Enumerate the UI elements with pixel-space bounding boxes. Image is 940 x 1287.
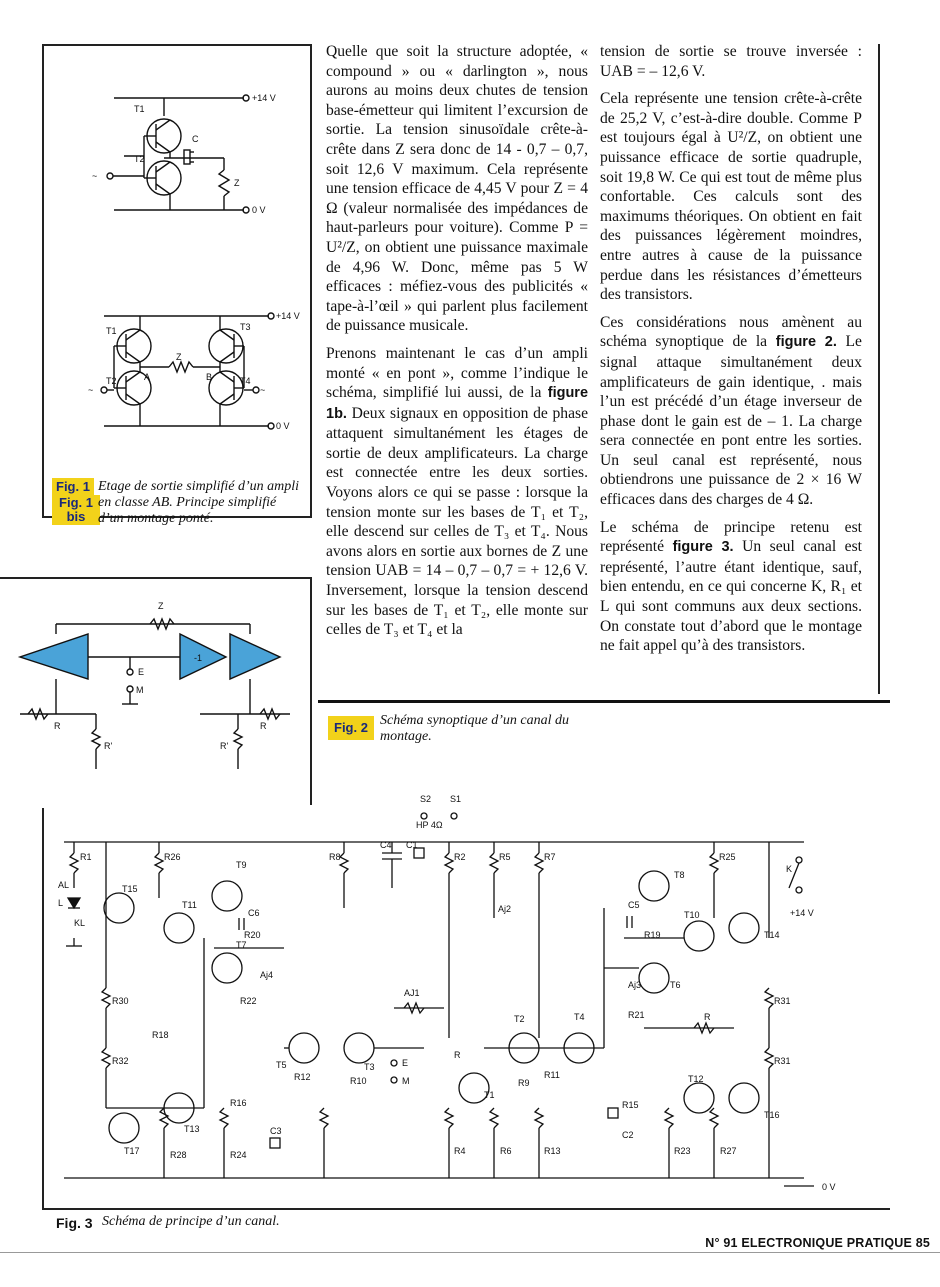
svg-text:A: A: [144, 372, 151, 382]
svg-text:R23: R23: [674, 1146, 691, 1156]
svg-text:R10: R10: [350, 1076, 367, 1086]
svg-text:T12: T12: [688, 1074, 704, 1084]
svg-text:R19: R19: [644, 930, 661, 940]
svg-text:T3: T3: [364, 1062, 375, 1072]
svg-text:R9: R9: [518, 1078, 530, 1088]
svg-text:0 V: 0 V: [822, 1182, 836, 1192]
fig1-caption-a: Etage de sortie simplifié d’un ampli en classe AB.: [98, 479, 300, 510]
svg-text:T2: T2: [514, 1014, 525, 1024]
svg-text:M: M: [402, 1076, 410, 1086]
svg-text:T10: T10: [684, 910, 700, 920]
svg-text:T17: T17: [124, 1146, 140, 1156]
svg-text:C4: C4: [380, 840, 392, 850]
svg-text:-1: -1: [194, 653, 203, 663]
svg-text:R21: R21: [628, 1010, 645, 1020]
fig1-caption-b: Principe simplifié d’un montage ponté.: [98, 495, 277, 526]
figure-ref-2: figure 2.: [775, 334, 837, 351]
svg-text:R20: R20: [244, 930, 261, 940]
fig2-caption: Schéma synoptique d’un canal du montage.: [380, 713, 569, 744]
footer-rule: [0, 1252, 940, 1253]
svg-text:R12: R12: [294, 1072, 311, 1082]
fig3-caption: Schéma de principe d’un canal.: [102, 1214, 280, 1229]
svg-text:T4: T4: [574, 1012, 585, 1022]
fig1-label: Fig. 1: [52, 478, 94, 496]
svg-text:C3: C3: [270, 1126, 282, 1136]
fig1bis-label: Fig. 1 bis: [52, 495, 100, 525]
svg-text:C2: C2: [622, 1130, 634, 1140]
svg-text:T15: T15: [122, 884, 138, 894]
svg-text:R8: R8: [329, 852, 341, 862]
svg-text:R': R': [104, 741, 113, 751]
paragraph-2: Prenons maintenant le cas d’un ampli monté « en pont », comme l’indique le schéma, simplifié lui aussi, de la figure 1b. Deux signaux en opposition de phase attaquent simultanément les étages de sortie de deux amplificateurs. La charge est connectée entre les deux sorties. Voyons alors ce qui se passe : lorsque la tension monte sur les bases de T₁ et T₂, elle descend sur celles de T₃ et T₄. Nous avons alors en sortie aux bornes de Z une tension UAB = 14 – 0,7 – 0,7 = + 12,6 V. Inversement, lorsque la tension descend sur les bases de T₁ et T₂, elle monte sur celles de T₃ et T₄ et la: [326, 344, 589, 639]
svg-text:R2: R2: [454, 852, 466, 862]
svg-text:R: R: [54, 721, 61, 731]
fig1-caption: [98, 479, 300, 527]
svg-text:C6: C6: [248, 908, 260, 918]
svg-text:C: C: [192, 134, 199, 144]
paragraph-3: tension de sortie se trouve inversée : UAB = – 12,6 V.: [600, 43, 862, 80]
column-right: [600, 42, 862, 664]
column-middle: [326, 42, 588, 648]
svg-text:E: E: [402, 1058, 409, 1068]
page-footer: N° 91 ELECTRONIQUE PRATIQUE 85: [705, 1236, 930, 1250]
svg-text:T8: T8: [674, 870, 685, 880]
svg-text:Z: Z: [158, 601, 164, 611]
svg-text:T13: T13: [184, 1124, 200, 1134]
svg-text:M: M: [136, 685, 144, 695]
paragraph-1: Quelle que soit la structure adoptée, « compound » ou « darlington », nous aurons au moins deux chutes de tension base-émetteur qui limitent l’excursion de sortie. La tension sinusoïdale crête-à-crête dans Z sera donc de 14 - 0,7 – 0,7, soit 12,6 V maximum. Cela représente une tension efficace de 4,45 V pour Z = 4 Ω (valeur normalisée des impédances de haut-parleurs pour voiture). Comme P = U²/Z, on obtient une puissance maximale de 4,96 W. Donc, même pas 5 W efficaces : méfiez-vous des publicités « tape-à-l’œil » qui parlent plus facilement de puissance musicale.: [326, 43, 588, 335]
svg-text:AJ1: AJ1: [404, 988, 420, 998]
svg-text:AL: AL: [58, 880, 70, 890]
svg-text:R13: R13: [544, 1146, 561, 1156]
svg-text:T3: T3: [240, 322, 251, 332]
svg-text:0 V: 0 V: [276, 421, 290, 431]
svg-text:R31: R31: [774, 1056, 791, 1066]
svg-text:S2: S2: [420, 794, 432, 804]
svg-text:R4: R4: [454, 1146, 466, 1156]
svg-text:T5: T5: [276, 1060, 287, 1070]
svg-text:B: B: [206, 372, 213, 382]
svg-text:R: R: [704, 1012, 711, 1022]
svg-text:R32: R32: [112, 1056, 129, 1066]
svg-text:R25: R25: [719, 852, 736, 862]
svg-text:R1: R1: [80, 852, 92, 862]
svg-text:T11: T11: [182, 900, 197, 910]
svg-text:R31: R31: [774, 996, 791, 1006]
svg-text:~: ~: [260, 385, 266, 395]
svg-text:L: L: [58, 898, 64, 908]
svg-text:+14 V: +14 V: [276, 311, 300, 321]
svg-text:T14: T14: [764, 930, 780, 940]
svg-text:Aj4: Aj4: [260, 970, 274, 980]
svg-text:T7: T7: [236, 940, 247, 950]
svg-text:Z: Z: [234, 178, 240, 188]
svg-text:R11: R11: [544, 1070, 560, 1080]
svg-text:T2: T2: [106, 376, 117, 386]
svg-text:0 V: 0 V: [252, 205, 266, 215]
svg-text:R15: R15: [622, 1100, 639, 1110]
svg-text:Z: Z: [176, 352, 182, 362]
svg-text:T1: T1: [484, 1090, 495, 1100]
svg-text:R30: R30: [112, 996, 129, 1006]
svg-text:R5: R5: [499, 852, 511, 862]
svg-text:K: K: [786, 864, 793, 874]
svg-text:Aj2: Aj2: [498, 904, 512, 914]
paragraph-5: Ces considérations nous amènent au schéma synoptique de la figure 2. Le signal attaque simultanément deux amplificateurs de gain identique, . mais l’un est précédé d’un étage inverseur de phase dont le gain est de – 1. La charge sera connectée en pont entre les sorties. Un seul canal est représenté, nous obtiendrons une puissance de 2 × 16 W efficaces dans des charges de 4 Ω.: [600, 313, 862, 509]
svg-text:R: R: [454, 1050, 461, 1060]
figure-1-schematic: [44, 46, 310, 466]
svg-text:R: R: [260, 721, 267, 731]
svg-text:T1: T1: [134, 104, 145, 114]
svg-text:R18: R18: [152, 1030, 169, 1040]
svg-text:R28: R28: [170, 1150, 187, 1160]
svg-text:R16: R16: [230, 1098, 247, 1108]
svg-text:C1: C1: [406, 840, 418, 850]
svg-text:~: ~: [92, 171, 98, 181]
svg-text:T1: T1: [106, 326, 117, 336]
svg-text:T6: T6: [670, 980, 681, 990]
fig2-label-rule: [318, 700, 890, 703]
svg-text:R22: R22: [240, 996, 257, 1006]
svg-text:Aj3: Aj3: [628, 980, 642, 990]
figure-3-frame: [42, 794, 890, 1210]
svg-text:+14 V: +14 V: [252, 93, 276, 103]
figure-ref-1b: figure 1b.: [326, 385, 589, 422]
svg-text:C5: C5: [628, 900, 640, 910]
figure-2-schematic: [0, 579, 310, 805]
svg-text:HP 4Ω: HP 4Ω: [416, 820, 443, 830]
svg-text:S1: S1: [450, 794, 462, 804]
svg-text:+14 V: +14 V: [790, 908, 814, 918]
figure-3-schematic: [44, 794, 890, 1208]
svg-text:~: ~: [88, 385, 94, 395]
svg-text:T2: T2: [134, 154, 145, 164]
svg-text:R7: R7: [544, 852, 556, 862]
fig3-label: Fig. 3: [56, 1215, 93, 1231]
svg-text:E: E: [138, 667, 145, 677]
svg-text:KL: KL: [74, 918, 86, 928]
figure-ref-3: figure 3.: [672, 539, 734, 556]
svg-text:R27: R27: [720, 1146, 737, 1156]
svg-text:T9: T9: [236, 860, 247, 870]
svg-text:R26: R26: [164, 852, 181, 862]
figure-2-frame: [0, 577, 312, 805]
svg-text:T16: T16: [764, 1110, 780, 1120]
figure-1-frame: [42, 44, 312, 518]
column-rule-right: [878, 44, 880, 694]
svg-text:R': R': [220, 741, 229, 751]
paragraph-6: Le schéma de principe retenu est représenté figure 3. Un seul canal est représenté, l’autre étant identique, sauf, bien entendu, en ce qui concerne K, R₁ et L qui sont communs aux deux sections. On constate tout d’abord que le montage ne fait appel qu’à des transistors.: [600, 518, 862, 655]
svg-text:R6: R6: [500, 1146, 512, 1156]
paragraph-4: Cela représente une tension crête-à-crête de 25,2 V, c’est-à-dire double. Comme P est toujours égal à U²/Z, on obtient une puissance efficace de sortie quadruple, soit 19,8 W. Ce qui est tout de même plus confortable. Ces calculs sont des maximums théoriques. On obtient en fait des puissances légèrement moindres, entre autres à cause de la puissance perdue dans les résistances d’émetteurs des transistors.: [600, 90, 862, 304]
fig2-label: Fig. 2: [328, 716, 374, 740]
svg-text:R24: R24: [230, 1150, 247, 1160]
svg-text:T4: T4: [240, 376, 251, 386]
